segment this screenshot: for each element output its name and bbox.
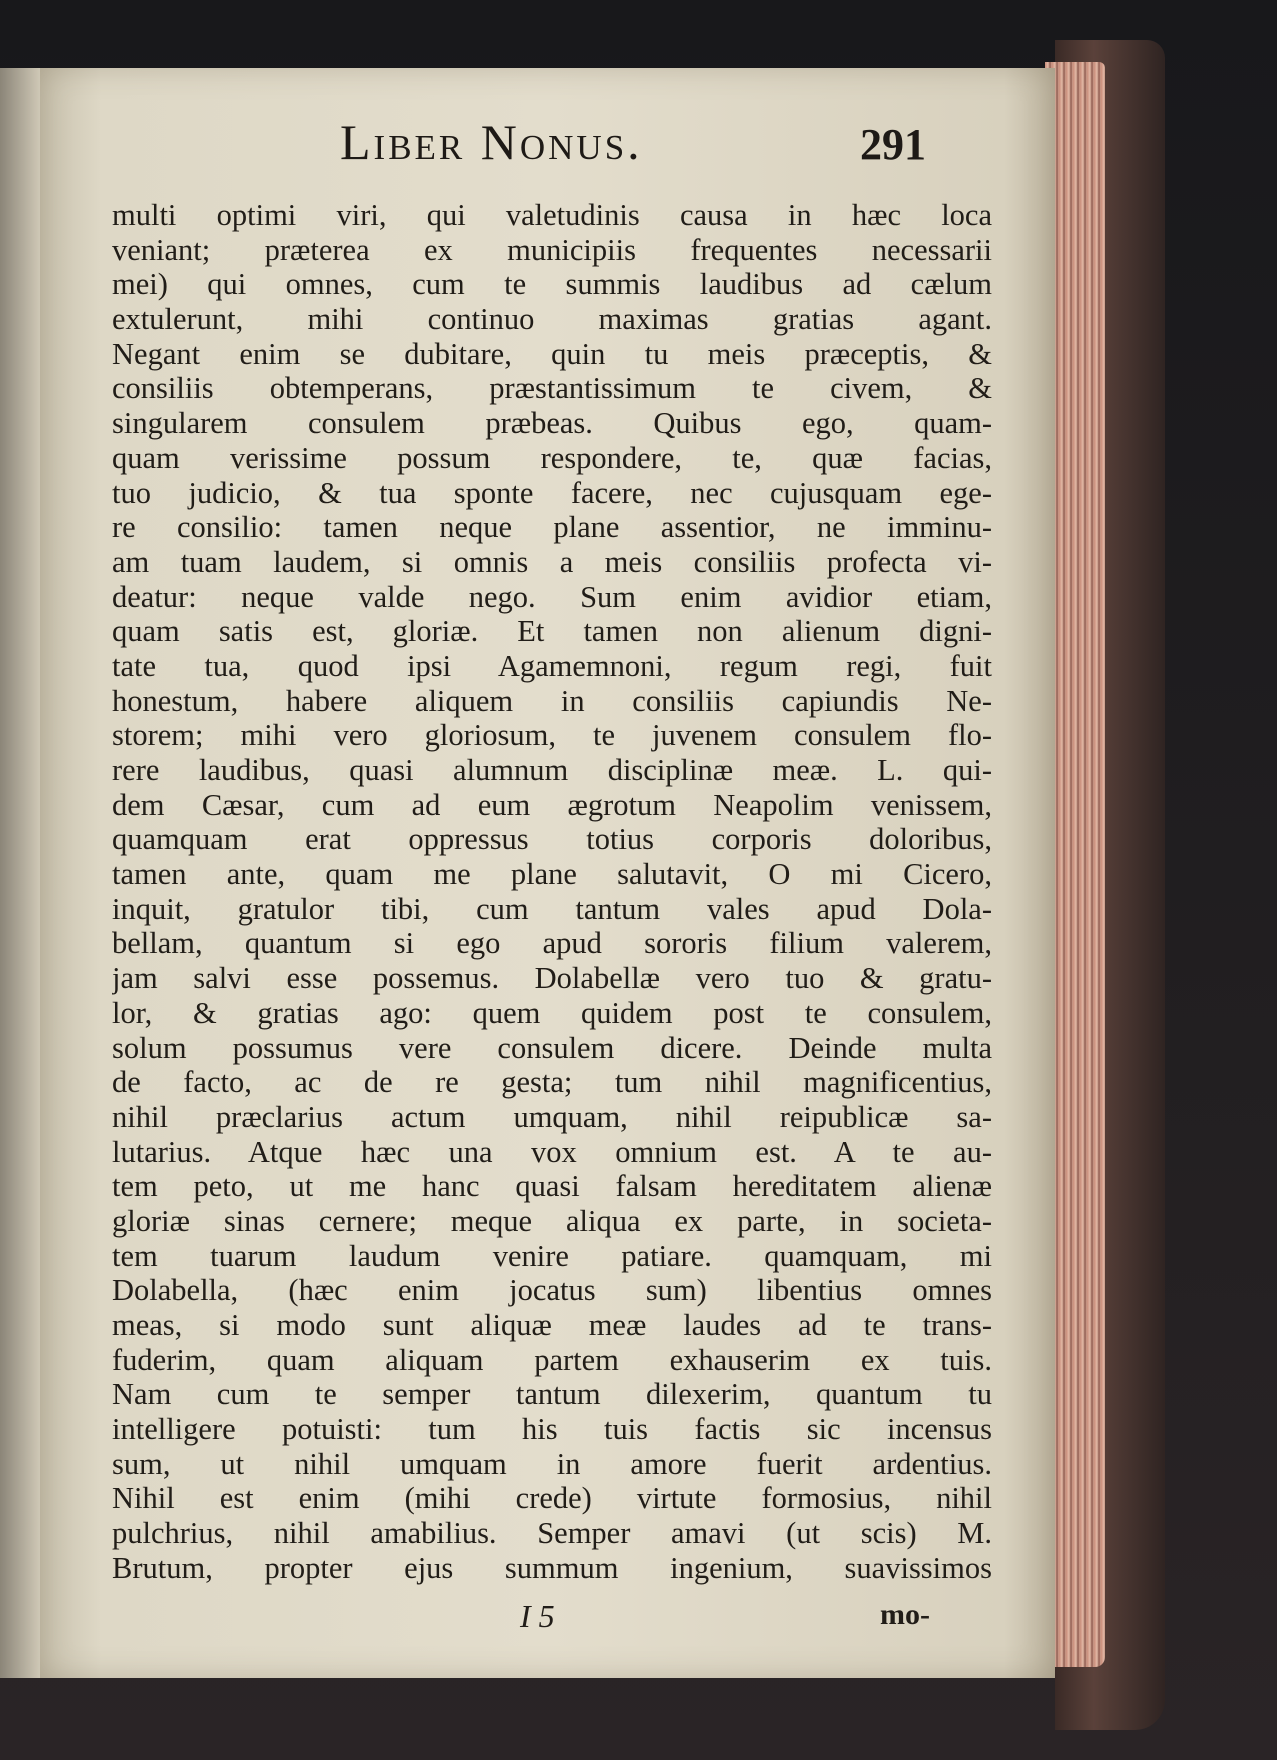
- text-line: sum, ut nihil umquam in amore fuerit ardentius.: [112, 1446, 992, 1481]
- text-line: de facto, ac de re gesta; tum nihil magnificentius,: [112, 1065, 992, 1100]
- text-line: Brutum, propter ejus summum ingenium, suavissimos: [112, 1550, 992, 1585]
- text-line: quamquam erat oppressus totius corporis doloribus,: [112, 822, 992, 857]
- text-line: Dolabella, (hæc enim jocatus sum) libentius omnes: [112, 1273, 992, 1308]
- text-line: re consilio: tamen neque plane assentior, ne imminu-: [112, 510, 992, 545]
- text-line: veniant; præterea ex municipiis frequentes necessarii: [112, 232, 992, 267]
- running-title: Liber Nonus.: [340, 114, 643, 170]
- text-line: extulerunt, mihi continuo maximas gratias agant.: [112, 302, 992, 337]
- text-line: jam salvi esse possemus. Dolabellæ vero tuo & gratu-: [112, 961, 992, 996]
- text-line: am tuam laudem, si omnis a meis consiliis profecta vi-: [112, 544, 992, 579]
- text-line: Nam cum te semper tantum dilexerim, quantum tu: [112, 1377, 992, 1412]
- book-page: [40, 68, 1055, 1678]
- page-number: 291: [860, 120, 926, 169]
- text-line: Nihil est enim (mihi crede) virtute formosius, nihil: [112, 1481, 992, 1516]
- text-line: quam verissime possum respondere, te, quæ facias,: [112, 440, 992, 475]
- text-line: Negant enim se dubitare, quin tu meis præceptis, &: [112, 336, 992, 371]
- text-line: multi optimi viri, qui valetudinis causa in hæc loca: [112, 198, 992, 232]
- text-line: nihil præclarius actum umquam, nihil reipublicæ sa-: [112, 1099, 992, 1134]
- running-head: [40, 113, 1055, 183]
- text-line: meas, si modo sunt aliquæ meæ laudes ad te trans-: [112, 1308, 992, 1342]
- text-line: fuderim, quam aliquam partem exhauserim ex tuis.: [112, 1342, 992, 1377]
- text-line: inquit, gratulor tibi, cum tantum vales apud Dola-: [112, 891, 992, 926]
- text-line: dem Cæsar, cum ad eum ægrotum Neapolim venissem,: [112, 787, 992, 822]
- body-text: [112, 198, 992, 1586]
- text-line: deatur: neque valde nego. Sum enim avidior etiam,: [112, 579, 992, 614]
- text-line: honestum, habere aliquem in consiliis capiundis Ne-: [112, 683, 992, 718]
- text-line: pulchrius, nihil amabilius. Semper amavi (ut scis) M.: [112, 1516, 992, 1551]
- text-line: intelligere potuisti: tum his tuis factis sic incensus: [112, 1412, 992, 1447]
- text-line: gloriæ sinas cernere; meque aliqua ex parte, in societa-: [112, 1203, 992, 1238]
- text-line: rere laudibus, quasi alumnum disciplinæ meæ. L. qui-: [112, 753, 992, 787]
- catchword: mo-: [880, 1598, 930, 1631]
- text-line: bellam, quantum si ego apud sororis filium valerem,: [112, 926, 992, 961]
- text-line: tuo judicio, & tua sponte facere, nec cujusquam ege-: [112, 475, 992, 510]
- text-line: tate tua, quod ipsi Agamemnoni, regum regi, fuit: [112, 648, 992, 683]
- signature-mark: I 5: [520, 1598, 555, 1634]
- text-line: quam satis est, gloriæ. Et tamen non alienum digni-: [112, 614, 992, 649]
- text-line: storem; mihi vero gloriosum, te juvenem consulem flo-: [112, 718, 992, 753]
- text-line: lor, & gratias ago: quem quidem post te consulem,: [112, 995, 992, 1030]
- text-line: tem peto, ut me hanc quasi falsam hereditatem alienæ: [112, 1169, 992, 1204]
- text-line: singularem consulem præbeas. Quibus ego, quam-: [112, 406, 992, 441]
- text-line: solum possumus vere consulem dicere. Deinde multa: [112, 1030, 992, 1065]
- text-line: consiliis obtemperans, præstantissimum te civem, &: [112, 371, 992, 406]
- text-line: mei) qui omnes, cum te summis laudibus ad cælum: [112, 267, 992, 302]
- page-footer: [40, 1598, 1055, 1648]
- text-line: tem tuarum laudum venire patiare. quamquam, mi: [112, 1238, 992, 1273]
- text-line: lutarius. Atque hæc una vox omnium est. A te au-: [112, 1134, 992, 1169]
- text-line: tamen ante, quam me plane salutavit, O mi Cicero,: [112, 857, 992, 892]
